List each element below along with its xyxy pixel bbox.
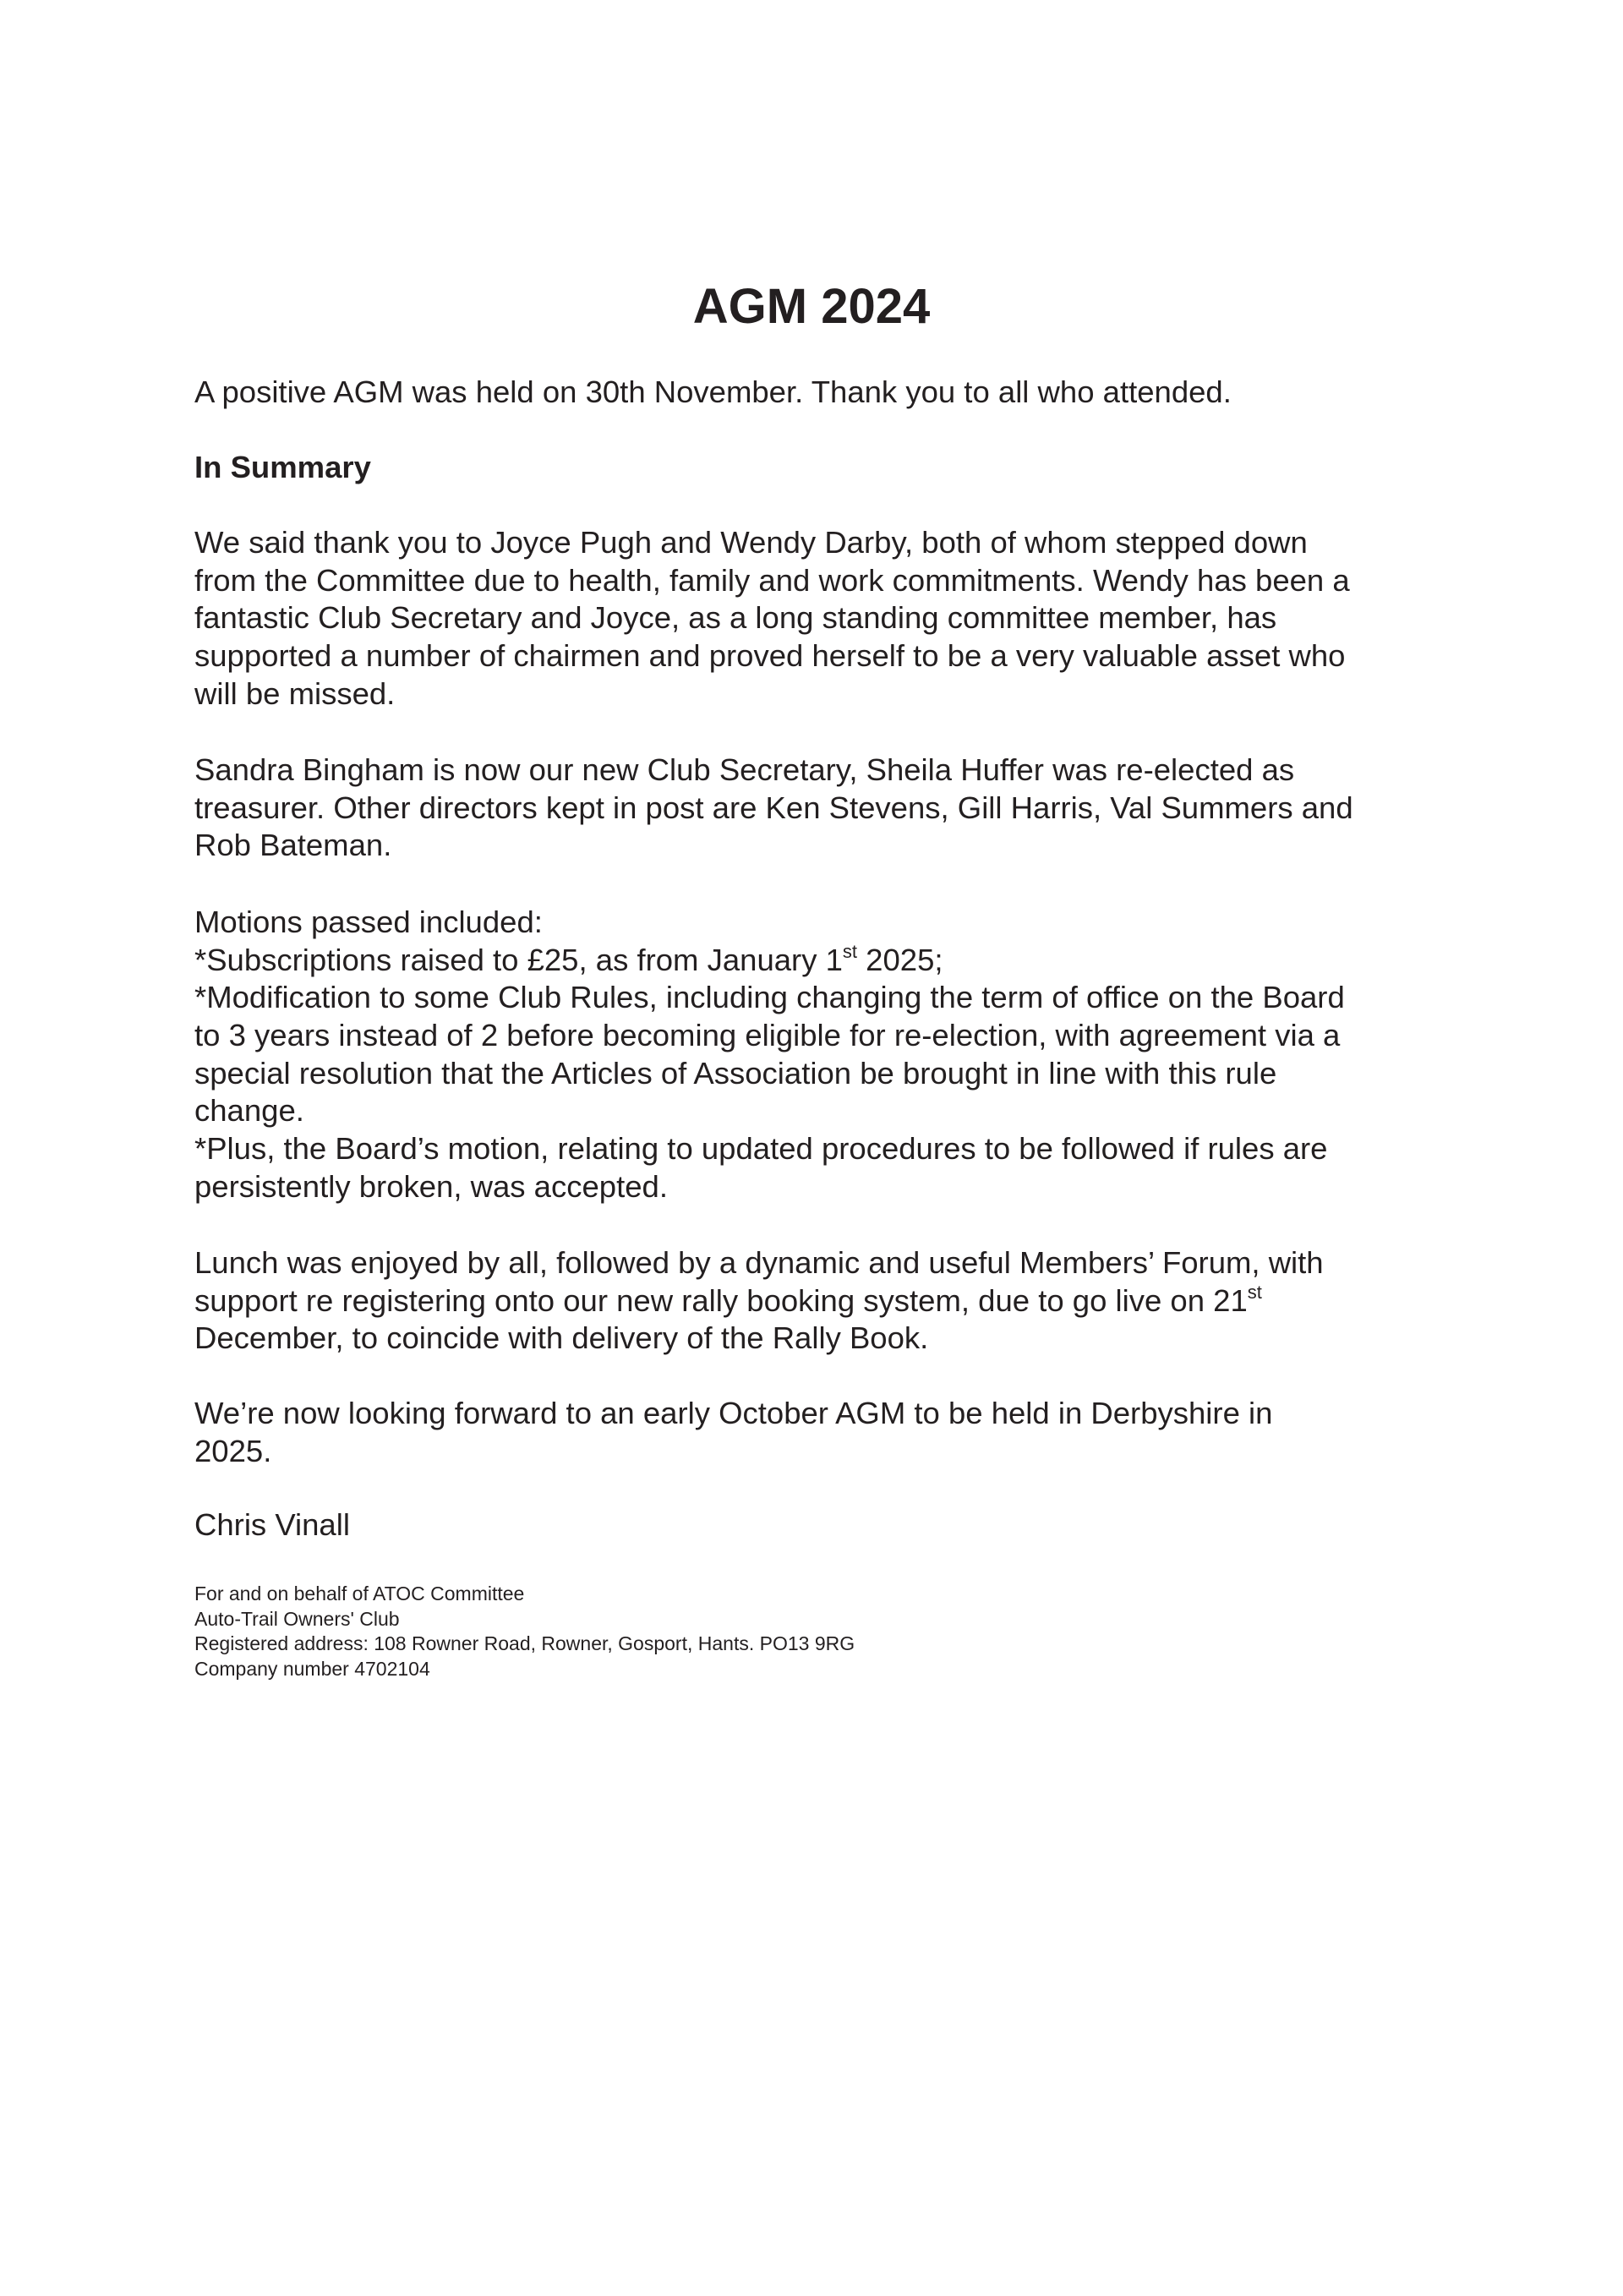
text-line: special resolution that the Articles of Association be brought in line with this rule bbox=[194, 1055, 1277, 1091]
footer bbox=[194, 1582, 855, 1681]
text-line: change. bbox=[194, 1093, 304, 1129]
text-line: Lunch was enjoyed by all, followed by a dynamic and useful Members’ Forum, with bbox=[194, 1245, 1324, 1280]
text-line bbox=[194, 1282, 1324, 1320]
text-line: We said thank you to Joyce Pugh and Wendy Darby, both of whom stepped down bbox=[194, 525, 1308, 560]
intro-line: A positive AGM was held on 30th November. Thank you to all who attended. bbox=[194, 374, 1232, 409]
signature-name: Chris Vinall bbox=[194, 1507, 350, 1542]
text-line: fantastic Club Secretary and Joyce, as a long standing committee member, has bbox=[194, 600, 1277, 636]
text-line: Sandra Bingham is now our new Club Secretary, Sheila Huffer was re-elected as bbox=[194, 752, 1295, 787]
directors-paragraph bbox=[194, 752, 1353, 865]
text-line: *Plus, the Board’s motion, relating to updated procedures to be followed if rules are bbox=[194, 1131, 1328, 1167]
outlook-paragraph bbox=[194, 1395, 1272, 1470]
text-line: supported a number of chairmen and proved herself to be a very valuable asset who bbox=[194, 638, 1346, 674]
summary-heading bbox=[194, 449, 371, 487]
footer-line: Auto-Trail Owners' Club bbox=[194, 1607, 400, 1630]
text-line: December, to coincide with delivery of the Rally Book. bbox=[194, 1320, 929, 1356]
text-line: treasurer. Other directors kept in post are Ken Stevens, Gill Harris, Val Summers and bbox=[194, 790, 1353, 825]
summary-heading-text: In Summary bbox=[194, 450, 371, 484]
footer-line: Registered address: 108 Rowner Road, Rowner, Gosport, Hants. PO13 9RG bbox=[194, 1632, 855, 1654]
text-line: We’re now looking forward to an early October AGM to be held in Derbyshire in bbox=[194, 1396, 1273, 1430]
text: support re registering onto our new rally booking system, due to go live on 21 bbox=[194, 1282, 1248, 1318]
text-line: from the Committee due to health, family and work commitments. Wendy has been a bbox=[194, 562, 1350, 598]
superscript: st bbox=[842, 940, 858, 962]
text: 2025; bbox=[857, 942, 943, 977]
signature bbox=[194, 1506, 350, 1544]
intro-paragraph bbox=[194, 374, 1232, 412]
motions-paragraph bbox=[194, 904, 1345, 1206]
superscript: st bbox=[1247, 1281, 1262, 1303]
text-line: will be missed. bbox=[194, 675, 396, 711]
lunch-paragraph bbox=[194, 1244, 1324, 1358]
text: *Subscriptions raised to £25, as from January 1 bbox=[194, 942, 843, 977]
committee-paragraph bbox=[194, 524, 1350, 713]
text-line: persistently broken, was accepted. bbox=[194, 1168, 668, 1204]
footer-line: For and on behalf of ATOC Committee bbox=[194, 1583, 525, 1604]
motions-heading: Motions passed included: bbox=[194, 905, 543, 939]
text-line: Rob Bateman. bbox=[194, 828, 392, 863]
text-line: *Modification to some Club Rules, including changing the term of office on the Board bbox=[194, 980, 1345, 1015]
footer-line: Company number 4702104 bbox=[194, 1657, 430, 1680]
text-line: to 3 years instead of 2 before becoming eligible for re-election, with agreement via a bbox=[194, 1018, 1341, 1053]
motion-subscriptions bbox=[194, 942, 1345, 980]
page-title: AGM 2024 bbox=[692, 279, 931, 334]
text-line: 2025. bbox=[194, 1433, 272, 1468]
